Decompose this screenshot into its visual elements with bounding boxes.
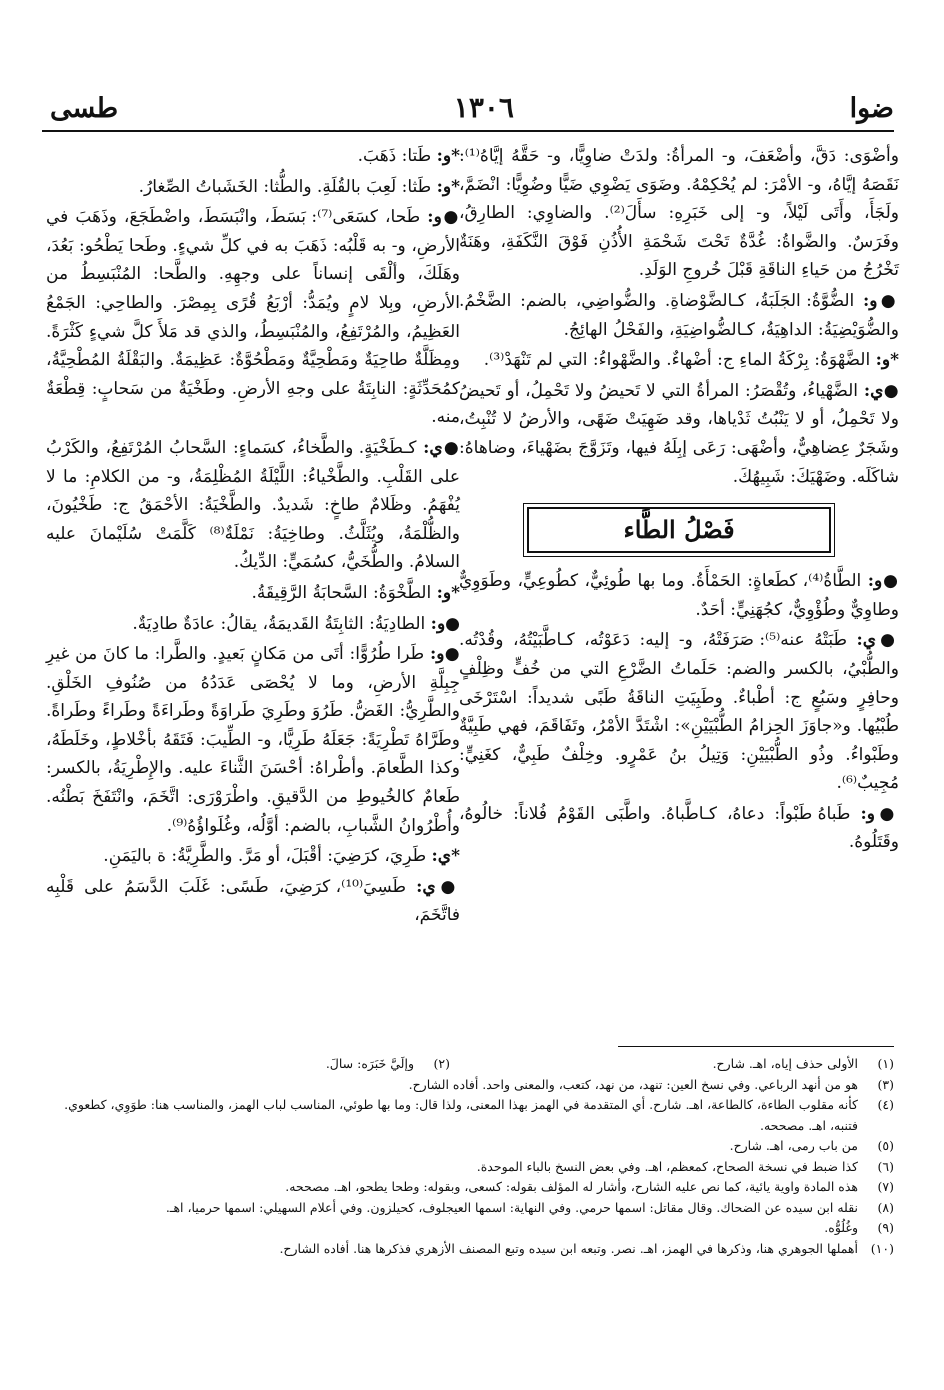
footnote-text: هو من أنهد الرباعي. وفي نسخ العين: تنهد، من نهد، كتعب، والمعنى واحد. أفاده الشارح. bbox=[408, 1076, 858, 1092]
entry: *ي: طَرِيَ، كرَضِيَ: أقْبَلَ، أو مَرَّ. والطَّرِيَّةُ: ة باليَمَنِ. bbox=[103, 846, 460, 867]
footnote-text: أهملها الجوهري هنا، وذكرها في الهمز، اهـ. نصر. وتبعه ابن سيده وتبع المصنف الأزهري فذكرها هنا. أفاده الشارح. bbox=[279, 1240, 858, 1256]
entry: ●و: الطادِيَةُ: الثابِتَةُ القَديمَةُ، يقالُ: عادَةٌ طادِيَةٌ. bbox=[132, 613, 460, 634]
entry: ●ي: الضَّهْياءُ، وتُقْصَرُ: المرأةُ التي لا تَحيضُ ولا تَحْمِلُ، أو تَحيضُ ولا تَحْمِلُ، أو لا يَنْبُتُ ثَدْياها، وقد ضَهِيَتْ ضَهًى، والأرضُ لا تُنْبِتُ، وشَجَرٌ عِضاهِيٌّ، وأضْهَى: رَعَى إبِلَهُ فيها، وتَزَوَّجَ بضَهْياءَ، وضاهاهُ: شاكَلَه. وضَهْيَكَ: شَبِيهُكَ. bbox=[459, 380, 900, 487]
entry: ●و: الضُّوَّةُ: الجَلَبَةُ، كـالضَّوْضاةِ. والضُّواضِي، بالضم: الضَّخْمُ. والضُّوَيْضِيَةُ: الداهِيَةُ، كـالضُّواضِيَةِ، والفَحْلُ الهائِجُ. bbox=[459, 290, 899, 340]
footnote-text: كأنه مقلوب الطاءة، كالطاعة، اهـ. شارح. أي المتقدمة في الهمز بهذا المعنى، ولذا قال: وما بها طوئي، المناسب لباب الهمز، والمناسب هنا: طوَوِي، كطعوي. فتنبه، اهـ. مصححه. bbox=[64, 1097, 858, 1133]
page-number: ١٣٠٦ bbox=[453, 91, 514, 124]
left-column bbox=[46, 142, 460, 932]
entry: ●و: طَباهُ طَبْواً: دعاهُ، كـاطَّباهُ. واطَّبَى القَوْمُ فُلاناً: خالُوهُ، وقَتَلُوهُ. bbox=[459, 803, 899, 853]
chapter-heading: فَصْلُ الطَّاء bbox=[527, 507, 831, 553]
footnote-divider bbox=[618, 1046, 894, 1047]
entry-marker: ●و: bbox=[427, 207, 460, 228]
footnote bbox=[48, 1177, 894, 1198]
footnote-number: (٦) bbox=[877, 1158, 894, 1174]
entry-marker: ●ي: bbox=[416, 876, 460, 897]
entry-marker: ●و: bbox=[862, 290, 899, 311]
entry-marker: *و: bbox=[875, 350, 899, 371]
footnote-number: (١٠) bbox=[870, 1240, 894, 1256]
entry-marker: *ي: bbox=[431, 846, 460, 867]
footnote-number: (٩) bbox=[877, 1220, 894, 1235]
entry: ●و: طَرا طُرُوًّا: أتَى من مَكانٍ بَعيدٍ. والطَّرا: ما كانَ من غيرِ جِبِلَّةِ الأرضِ، وما لا يُحْصَى عَدَدُهُ من صُنُوفِ الخَلْقِ. والطَّرِيُّ: الغَضُّ. طَرُوَ وطَرِيَ طَراوَةً وطَراءَةً وطَراءً وطَراةً. وطَرَّاهُ تَطْرِيَةً: جَعَلَهُ طَرِيًّا، و- الطِّيبَ: فَتَقَهُ بأخْلاطٍ، وخَلَطَهُ، وكذا الطَّعامَ. وأطْراهُ: أحْسَنَ الثَّناءَ عليه. والإِطْرِيَةُ، بالكسر: طَعامٌ كالخُيوطِ من الدَّقيقِ. واطْرَوْرَى: اتَّخَمَ، وانْتَفَخَ بَطْنُه. وأُطْرُوانُ الشَّبابِ، بالضم: أوَّلُه، وغُلَواؤُهُ⁽⁹⁾. bbox=[46, 644, 460, 836]
footnote-row bbox=[48, 1054, 894, 1075]
footnote-text: من باب رمى، اهـ. شارح. bbox=[729, 1138, 858, 1153]
footnote-text: الأولى حذف إياه، اهـ. شارح. bbox=[712, 1056, 858, 1071]
entry-marker: *و: bbox=[436, 146, 460, 166]
entry-marker: ●ي: bbox=[423, 437, 460, 458]
entry: ●و: طَحا، كسَعَى⁽⁷⁾: بَسَطَ، وانْبَسَطَ، واضْطَجَعَ، وذَهَبَ في الأرضِ، و- به قَلْبُه: ذَهَبَ به في كلِّ شيءٍ. وطَحا يَطْحُو: بَعُدَ، وهَلَكَ، وألْقَى إنساناً على وجهِهِ. والطَّحا: المُنْبَسِطُ من الأرضِ، وبِلا لامٍ ويُمَدُّ: أرْبَعُ قُرًى بِمِصْرَ. والطاحِي: الجَمْعُ العَظِيمُ، والمُرْتَفِعُ، والمُنْبَسِطُ، والذي قد مَلأَ كلَّ شيءٍ كَثْرَةً. ومِظَلَّةٌ طاحِيَةٌ ومَطْحِيَّةٌ ومَطْحُوَّةٌ: عَظِيمَةٌ. والبَقْلَةُ المُطْحِيَّةُ، كمُحَدِّثَةٍ: النابِتَةُ على وجهِ الأرضِ. وطَخْيَةٌ من سَحابٍ: قِطْعَةٌ منه. bbox=[46, 207, 460, 428]
entry-marker: *و: bbox=[436, 176, 460, 197]
entry: *و: الطَّخْوَةُ: السَّحابَةُ الرَّقِيقَةُ. bbox=[251, 582, 460, 603]
entry: ●ي: طَبَتْهُ عنه⁽⁵⁾: صَرَفَتْهُ، و- إليه: دَعَوْتُه، كـاطَّبَيْتُهُ، وقُدْتُه. والطُّبْيُ، بالكسر والضم: حَلَماتُ الضَّرْعِ التي من خُفٍّ وظِلْفٍ وحافِرٍ وسَبُعٍ ج: أطْباءٌ. وطَبِيَتِ الناقَةُ طَبًى شديداً: اسْتَرْخَى طُبْيُها. و«جاوَزَ الحِزامُ الطُّبْيَيْنِ»: اشْتَدَّ الأمْرُ، وتَفَاقَمَ، فهي طَبِيَّةٌ وطَبْواءُ. وذُو الطُّبْيَيْنِ: وَتِيلُ بنُ عَمْرٍو. وخِلْفٌ طَبِيٌّ، كغَنِيٍّ: مُجِيبٌ⁽⁶⁾. bbox=[459, 630, 899, 794]
footnote bbox=[48, 1218, 894, 1239]
footnotes bbox=[48, 1054, 894, 1259]
footnote-number: (٥) bbox=[877, 1138, 894, 1153]
entry: ●و: الطَّاةُ⁽⁴⁾، كطَعاةٍ: الحَمْأَةُ. وما بها طُوئِيٌّ، كطُوعِيٍّ، وطَوَوِيٌّ وطاوِيٌّ وطُؤْوِيٌّ، كجُهَنِيٍّ: أحَدٌ. bbox=[459, 571, 899, 620]
entry: ●ي: كـطَخْيَةٍ. والطَّخاءُ، كسَماءٍ: السَّحابُ المُرْتَفِعُ، والكَرْبُ على القَلْبِ. والطَّخْياءُ: اللَّيْلَةُ المُظْلِمَةُ، و- من الكلامِ: ما لا يُفْهَمُ. وظَلامٌ طاخٍ: شَديدٌ. والطَّخْيَةُ: الأحْمَقُ ج: طَخْيُونَ، والظُّلْمَةُ، ويُثَلَّثُ. وطاخِيَةُ: نَمْلَةٌ⁽⁸⁾ كَلَّمَتْ سُلَيْمانَ عليه السلامُ. والطُّخَيُّ، كسُمَيٍّ: الدِّيكُ. bbox=[46, 437, 460, 573]
footnote bbox=[48, 1095, 894, 1136]
footnote bbox=[48, 1075, 894, 1096]
entry-marker: ●و: bbox=[430, 613, 460, 634]
entry-marker: ●و: bbox=[860, 803, 899, 824]
footnote bbox=[464, 1054, 894, 1075]
footnote-text: نقله ابن سيده عن الضحاك. وقال مقاتل: اسمها حرمي. وفي النهاية: اسمها العيجلوف، كحيلزون. وفي أعلام السهيلي: اسمها حرميا، اهـ. bbox=[165, 1199, 858, 1215]
right-column bbox=[459, 142, 899, 859]
footnote-number: (٧) bbox=[877, 1179, 894, 1194]
footnote bbox=[48, 1239, 894, 1260]
footnote-number: (١) bbox=[877, 1056, 894, 1071]
entry: *و: طَتا: ذَهَبَ. bbox=[357, 146, 460, 166]
entry-marker: ●ي: bbox=[863, 380, 900, 401]
footnote-text: كذا ضبط في نسخة الصحاح، كمعظم، اهـ. وفي بعض النسخ بالباء الموحدة. bbox=[476, 1158, 858, 1174]
footnote-text: هذه المادة واوية يائية، كما نص عليه الشارح، وأشار له المؤلف بقوله: كسعى، وبقوله: وطحا يطحو، اهـ. مصححه. bbox=[285, 1179, 858, 1194]
entry: *و: طَثا: لَعِبَ بالقُلَةِ. والطُّثا: الخَشَباتُ الصِّغارُ. bbox=[138, 176, 460, 197]
footnote-number: (٢) bbox=[433, 1056, 450, 1071]
entry-marker: *و: bbox=[436, 582, 460, 603]
entry: وأضْوَى: دَقَّ، وأضْعَفَ، و- المرأةُ: ولدَتْ ضاوِيًّا، و- حَقَّهُ إيَّاهُ⁽¹⁾: نَقَصَهُ إيَّاهُ، و- الأمْرَ: لم يُحْكِمْهُ. وضَوَى يَضْوِي ضَيًّا وضُوِيًّا: انْضَمَّ، ولَجَأَ، وأَتَى لَيْلاً، و- إلى خَبَرِهِ: سأَلَ⁽²⁾. والضاوِي: الطارِقُ، وفَرَسٌ. والضَّواةُ: غُدَّةٌ تَحْتَ شَحْمَةِ الأُذُنِ فَوْقَ النَّكَفَةِ، وهَنَةٌ تَخْرُجُ من حَياءِ الناقَةِ قَبْلَ خُروجِ الوَلَدِ. bbox=[459, 146, 899, 281]
entry-marker: ●و: bbox=[867, 571, 899, 592]
left-headword: طسى bbox=[50, 93, 119, 124]
entry: *و: الضَّهْوَةُ: بِرْكَةُ الماءِ ج: أضْهاءٌ. والضَّهْواءُ: التي لم تَنْهَدْ⁽³⁾. bbox=[483, 350, 899, 371]
footnote bbox=[326, 1054, 450, 1075]
header-divider bbox=[42, 130, 894, 132]
page-header bbox=[50, 84, 894, 124]
entry-marker: ●و: bbox=[429, 644, 460, 665]
footnote-number: (٣) bbox=[877, 1076, 894, 1092]
footnote bbox=[48, 1157, 894, 1178]
footnote bbox=[48, 1136, 894, 1157]
entry-marker: ●ي: bbox=[856, 630, 899, 651]
footnote-number: (٤) bbox=[877, 1097, 894, 1112]
right-headword: ضوا bbox=[849, 93, 894, 124]
footnote-text: وغُلُوُّه. bbox=[824, 1220, 858, 1235]
footnote bbox=[48, 1198, 894, 1219]
footnote-number: (٨) bbox=[877, 1199, 894, 1215]
footnote-text: وإلَيَّ خَبَرَه: سالَ. bbox=[325, 1056, 414, 1071]
entry: ●ي: طَسِيَ⁽¹⁰⁾، كرَضِيَ، طَسًى: غَلَبَ الدَّسَمُ على قَلْبِه فاتَّخَمَ، bbox=[46, 876, 460, 926]
